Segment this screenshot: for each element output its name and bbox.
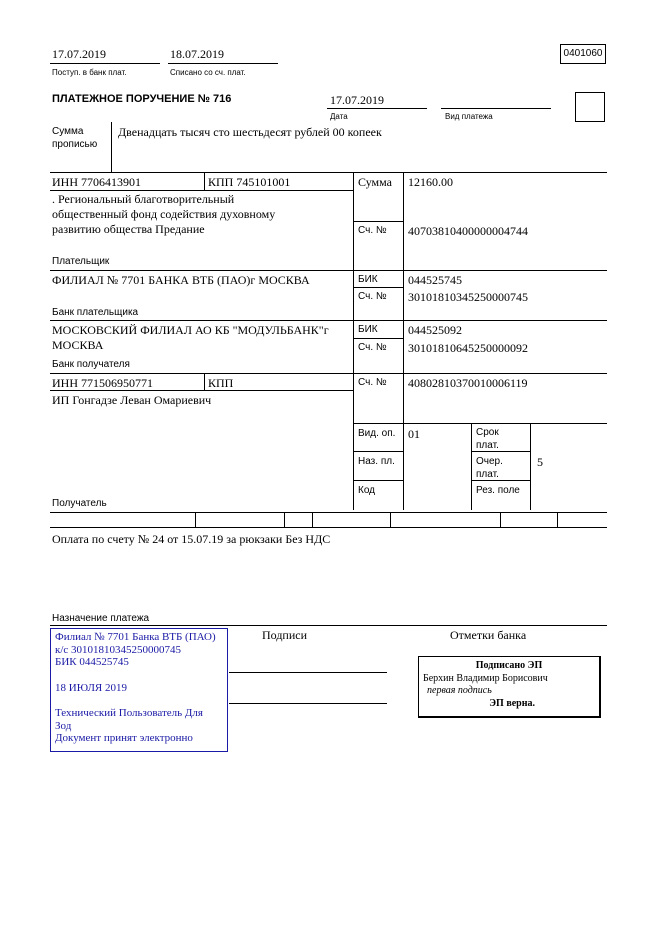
bank-stamp-date: 18 ИЮЛЯ 2019 [55, 681, 127, 694]
payee-kpp: КПП [208, 376, 234, 390]
divider [111, 122, 112, 172]
divider [50, 512, 607, 513]
divider [50, 63, 160, 64]
payer-bank-acc: 30101810345250000745 [408, 290, 528, 304]
signature-line-2 [229, 703, 387, 704]
payee-bank-label: Банк получателя [52, 359, 130, 370]
document-title: ПЛАТЕЖНОЕ ПОРУЧЕНИЕ № 716 [52, 93, 232, 105]
e-signature-title: Подписано ЭП [475, 660, 543, 671]
divider [557, 512, 558, 527]
e-signature-box [418, 656, 601, 718]
amount-value: 12160.00 [408, 175, 453, 189]
ocher-label-line1: Очер. [476, 456, 503, 467]
payee-bank-bik: 044525092 [408, 323, 462, 337]
payer-name [52, 192, 275, 237]
divider [168, 63, 278, 64]
signatures-label: Подписи [262, 628, 308, 642]
divider [50, 390, 353, 391]
payee-label: Получатель [52, 498, 107, 509]
divider [353, 172, 354, 510]
amount-words-label-line1: Сумма [52, 126, 84, 137]
payer-status-box [575, 92, 605, 122]
divider [312, 512, 313, 527]
date-received-label: Поступ. в банк плат. [52, 68, 127, 77]
srok-label-line2: плат. [476, 440, 499, 451]
divider [50, 172, 607, 173]
divider [353, 338, 403, 339]
divider [390, 512, 391, 527]
document-date-label: Дата [330, 112, 348, 121]
kod-label: Код [358, 485, 376, 496]
payer-bank-acc-label: Сч. № [358, 291, 387, 302]
payer-bank-bik: 044525745 [408, 273, 462, 287]
divider [204, 373, 205, 390]
divider [353, 423, 607, 424]
bank-stamp [50, 628, 228, 752]
vid-op-value: 01 [408, 427, 420, 441]
purpose-label: Назначение платежа [52, 613, 150, 624]
divider [50, 270, 607, 271]
payer-name-line3: развитию общества Предание [52, 222, 205, 236]
divider [353, 480, 403, 481]
divider [50, 373, 607, 374]
document-date: 17.07.2019 [330, 93, 384, 107]
bank-stamp-line3: БИК 044525745 [55, 656, 129, 668]
payee-name: ИП Гонгадзе Леван Омариевич [52, 393, 212, 407]
payee-bank-name-line1: МОСКОВСКИЙ ФИЛИАЛ АО КБ "МОДУЛЬБАНК"г [52, 323, 329, 337]
amount-words: Двенадцать тысяч сто шестьдесят рублей 00 копеек [118, 125, 382, 139]
divider [50, 190, 353, 191]
payee-inn: ИНН 771506950771 [52, 376, 153, 390]
payer-account: 40703810400000004744 [408, 224, 528, 238]
amount-words-label [52, 125, 97, 151]
e-signature-role: первая подпись [427, 685, 492, 696]
divider [284, 512, 285, 527]
payer-bank-bik-label: БИК [358, 274, 378, 285]
payee-bank-name-line2: МОСКВА [52, 338, 104, 352]
divider [50, 320, 607, 321]
payer-kpp: КПП 745101001 [208, 175, 291, 189]
divider [50, 527, 607, 528]
bank-stamp-line4: Технический Пользователь Для [55, 707, 203, 719]
e-signature-name: Берхин Владимир Борисович [423, 672, 548, 684]
divider [353, 221, 403, 222]
divider [195, 512, 196, 527]
divider [353, 451, 403, 452]
divider [471, 423, 472, 510]
date-debited-label: Списано со сч. плат. [170, 68, 246, 77]
payee-acc: 40802810370010006119 [408, 376, 528, 390]
payee-bank-acc-label: Сч. № [358, 342, 387, 353]
payer-inn: ИНН 7706413901 [52, 175, 141, 189]
divider [403, 172, 404, 510]
vid-op-label: Вид. оп. [358, 428, 396, 439]
payer-label: Плательщик [52, 256, 110, 267]
payee-bank-acc: 30101810645250000092 [408, 341, 528, 355]
payer-account-label: Сч. № [358, 225, 387, 236]
ocher-label-line2: плат. [476, 469, 499, 480]
srok-label-line1: Срок [476, 427, 499, 438]
divider [530, 423, 531, 510]
ocher-value: 5 [537, 455, 543, 469]
date-debited: 18.07.2019 [170, 47, 224, 61]
payee-bank-bik-label: БИК [358, 324, 378, 335]
rez-label: Рез. поле [476, 485, 520, 496]
divider [441, 108, 551, 109]
amount-label: Сумма [358, 175, 392, 189]
payee-bank-name [52, 323, 329, 353]
divider [500, 512, 501, 527]
divider [50, 625, 607, 626]
payer-bank-label: Банк плательщика [52, 307, 139, 318]
amount-words-label-line2: прописью [52, 139, 98, 150]
payer-name-line1: . Региональный благотворительный [52, 192, 235, 206]
date-received: 17.07.2019 [52, 47, 106, 61]
payment-type-label: Вид платежа [445, 112, 493, 121]
divider [204, 172, 205, 190]
bank-stamp-line2: к/с 30101810345250000745 [55, 643, 182, 656]
bank-stamp-line6: Документ принят электронно [55, 732, 193, 744]
payee-acc-label: Сч. № [358, 377, 387, 388]
ocher-label [476, 455, 503, 481]
payer-bank-name: ФИЛИАЛ № 7701 БАНКА ВТБ (ПАО)г МОСКВА [52, 273, 310, 287]
bank-stamp-line1: Филиал № 7701 Банка ВТБ (ПАО) [55, 631, 216, 643]
bank-stamp-line5: Зод [55, 719, 72, 732]
srok-label [476, 426, 499, 452]
divider [327, 108, 427, 109]
purpose-text: Оплата по счету № 24 от 15.07.19 за рюкзаки Без НДС [52, 532, 331, 546]
e-signature-status: ЭП верна. [489, 697, 535, 709]
bank-marks-label: Отметки банка [450, 628, 527, 642]
signature-line-1 [229, 672, 387, 673]
payer-name-line2: общественный фонд содействия духовному [52, 207, 276, 221]
form-code: 0401060 [560, 44, 606, 64]
naz-pl-label: Наз. пл. [358, 456, 395, 467]
divider [353, 287, 403, 288]
